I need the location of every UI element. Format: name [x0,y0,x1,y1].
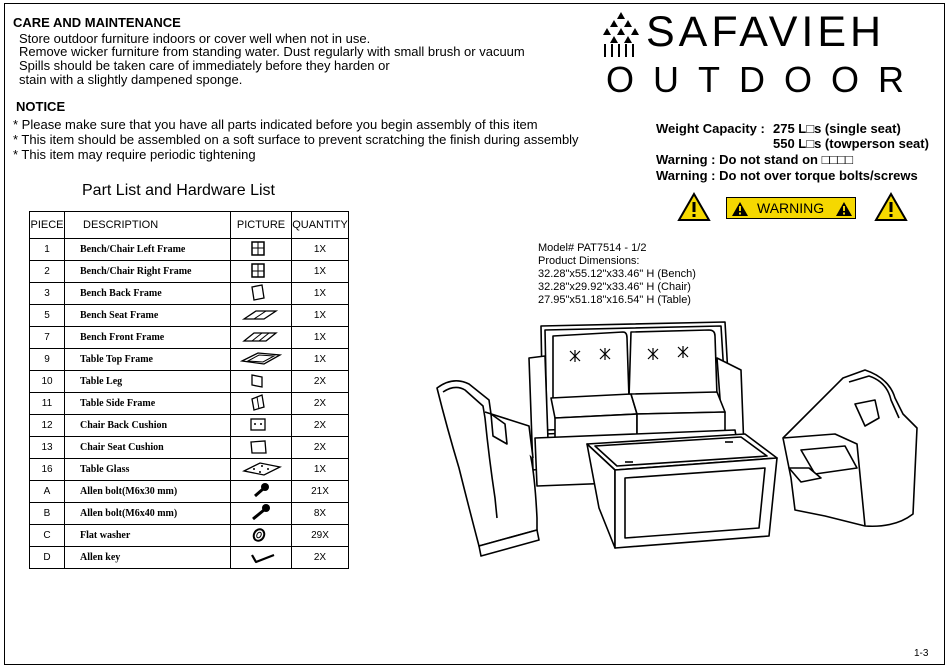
table-row [30,261,349,283]
column-header: QUANTITY [292,212,349,239]
quantity-cell: 2X [292,371,349,393]
warning-triangle-icon [874,192,908,222]
care-heading: CARE AND MAINTENANCE [13,15,181,30]
description-cell: Table Leg [65,371,231,393]
parts-table [29,211,349,569]
right-frame-icon [240,261,282,279]
description-cell: Bench Front Frame [65,327,231,349]
picture-cell [231,261,292,283]
table-row [30,283,349,305]
table-row [30,327,349,349]
care-line: Store outdoor furniture indoors or cover well when not in use. [19,31,371,46]
table-row [30,349,349,371]
quantity-cell: 1X [292,349,349,371]
weight-label: Weight Capacity : [656,121,765,136]
piece-cell: 9 [30,349,65,371]
description-cell: Chair Back Cushion [65,415,231,437]
piece-cell: 2 [30,261,65,283]
warning-torque: Warning : Do not over torque bolts/screws [656,168,918,183]
piece-cell: 5 [30,305,65,327]
table-row [30,305,349,327]
safavieh-logo-icon [600,10,642,60]
quantity-cell: 21X [292,481,349,503]
bolt-short-icon [240,481,282,499]
furniture-set-illustration [425,318,925,573]
picture-cell [231,327,292,349]
picture-cell [231,459,292,481]
piece-cell: 7 [30,327,65,349]
table-row [30,459,349,481]
table-row [30,547,349,569]
weight-two: 550 L□s (towperson seat) [773,136,929,151]
quantity-cell: 8X [292,503,349,525]
description-cell: Allen key [65,547,231,569]
picture-cell [231,239,292,261]
notice-line: * This item should be assembled on a soft surface to prevent scratching the finish during assembly [13,132,579,147]
care-line: stain with a slightly dampened sponge. [19,72,243,87]
seat-cushion-icon [240,437,282,455]
notice-line: * Please make sure that you have all parts indicated before you begin assembly of this item [13,117,538,132]
back-frame-icon [240,283,282,301]
brand-sub: OUTDOOR [606,59,923,100]
description-cell: Chair Seat Cushion [65,437,231,459]
quantity-cell: 29X [292,525,349,547]
picture-cell [231,415,292,437]
washer-icon [240,525,282,543]
quantity-cell: 2X [292,437,349,459]
piece-cell: 3 [30,283,65,305]
table-row [30,239,349,261]
picture-cell [231,283,292,305]
piece-cell: 16 [30,459,65,481]
quantity-cell: 2X [292,547,349,569]
column-header: DESCRIPTION [65,212,231,239]
back-cushion-icon [240,415,282,433]
description-cell: Table Glass [65,459,231,481]
description-cell: Flat washer [65,525,231,547]
front-frame-icon [240,327,282,345]
notice-heading: NOTICE [16,99,66,114]
picture-cell [231,349,292,371]
table-row [30,415,349,437]
piece-cell: A [30,481,65,503]
picture-cell [231,503,292,525]
picture-cell [231,481,292,503]
piece-cell: B [30,503,65,525]
picture-cell [231,371,292,393]
picture-cell [231,437,292,459]
parts-table-header [30,212,349,239]
table-row [30,437,349,459]
care-line: Remove wicker furniture from standing water. Dust regularly with small brush or vacuum [19,44,525,59]
table-row [30,371,349,393]
warning-triangle-icon [731,201,749,217]
description-cell: Bench Back Frame [65,283,231,305]
brand-name: SAFAVIEH [646,8,886,56]
description-cell: Bench/Chair Right Frame [65,261,231,283]
piece-cell: 10 [30,371,65,393]
quantity-cell: 2X [292,415,349,437]
dimension-bench: 32.28"x55.12"x33.46" H (Bench) [538,268,696,280]
table-top-icon [240,349,282,367]
quantity-cell: 2X [292,393,349,415]
left-frame-icon [240,239,282,257]
quantity-cell: 1X [292,459,349,481]
description-cell: Allen bolt(M6x30 mm) [65,481,231,503]
notice-line: * This item may require periodic tightening [13,147,256,162]
seat-frame-icon [240,305,282,323]
column-header: PIECE [30,212,65,239]
warning-triangle-icon [677,192,711,222]
piece-cell: 13 [30,437,65,459]
description-cell: Allen bolt(M6x40 mm) [65,503,231,525]
table-row [30,393,349,415]
quantity-cell: 1X [292,261,349,283]
warning-badge-label: WARNING [757,200,825,216]
piece-cell: 11 [30,393,65,415]
warning-triangle-icon [835,201,853,217]
table-leg-icon [240,371,282,389]
allen-key-icon [240,547,282,565]
parts-table-body [30,239,349,569]
dimension-table: 27.95"x51.18"x16.54" H (Table) [538,294,691,306]
description-cell: Table Top Frame [65,349,231,371]
parts-list-title: Part List and Hardware List [82,182,275,199]
quantity-cell: 1X [292,305,349,327]
description-cell: Bench/Chair Left Frame [65,239,231,261]
piece-cell: 12 [30,415,65,437]
table-row [30,503,349,525]
piece-cell: D [30,547,65,569]
description-cell: Table Side Frame [65,393,231,415]
picture-cell [231,393,292,415]
table-row [30,481,349,503]
page-number: 1-3 [914,648,929,659]
model-number: Model# PAT7514 - 1/2 [538,242,647,254]
dimension-chair: 32.28"x29.92"x33.46" H (Chair) [538,281,691,293]
column-header: PICTURE [231,212,292,239]
piece-cell: 1 [30,239,65,261]
quantity-cell: 1X [292,283,349,305]
picture-cell [231,547,292,569]
warning-stand: Warning : Do not stand on □□□□ [656,152,854,167]
bolt-long-icon [240,503,282,521]
care-line: Spills should be taken care of immediately before they harden or [19,58,390,73]
table-glass-icon [240,459,282,477]
description-cell: Bench Seat Frame [65,305,231,327]
weight-single: 275 L□s (single seat) [773,121,901,136]
quantity-cell: 1X [292,327,349,349]
piece-cell: C [30,525,65,547]
table-side-icon [240,393,282,411]
table-row [30,525,349,547]
quantity-cell: 1X [292,239,349,261]
warning-badge [726,197,856,219]
dimensions-label: Product Dimensions: [538,255,640,267]
picture-cell [231,525,292,547]
picture-cell [231,305,292,327]
